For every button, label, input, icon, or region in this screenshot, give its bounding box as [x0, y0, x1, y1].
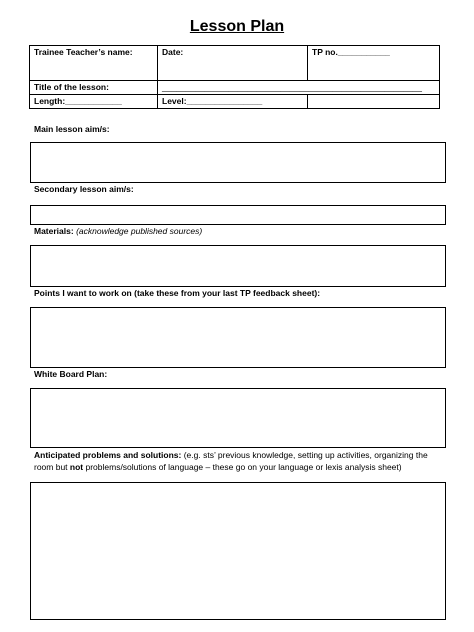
problems-text-2a: room but	[34, 462, 70, 472]
tp-number-field[interactable]	[308, 46, 440, 81]
whiteboard-label: White Board Plan:	[34, 369, 108, 379]
points-label: Points I want to work on (take these from your last TP feedback sheet):	[34, 288, 321, 298]
main-aim-label: Main lesson aim/s:	[34, 124, 110, 134]
level-label: Level:________________	[162, 96, 263, 106]
materials-box[interactable]	[30, 245, 446, 287]
lesson-title-label: Title of the lesson:	[34, 82, 109, 92]
problems-heading: Anticipated problems and solutions:	[34, 450, 182, 460]
materials-note: (acknowledge published sources)	[76, 226, 203, 236]
lesson-title-input[interactable]	[158, 81, 440, 95]
secondary-aim-label: Secondary lesson aim/s:	[34, 184, 134, 194]
lesson-info-table	[29, 45, 440, 109]
problems-not: not	[69, 462, 84, 472]
problems-label-line2	[34, 462, 402, 473]
problems-text-2b: problems/solutions of language – these go on your language or lexis analysis sheet)	[83, 462, 402, 472]
materials-heading: Materials:	[34, 226, 74, 236]
points-box[interactable]	[30, 307, 446, 368]
date-field[interactable]	[158, 46, 308, 81]
level-field[interactable]	[158, 95, 308, 109]
lesson-title-line: _______________________________________________________	[162, 82, 423, 92]
trainee-name-label: Trainee Teacher’s name:	[34, 47, 133, 57]
main-aim-box[interactable]	[30, 142, 446, 183]
empty-cell	[308, 95, 440, 109]
problems-label	[34, 450, 428, 461]
problems-box[interactable]	[30, 482, 446, 620]
length-label: Length:____________	[34, 96, 122, 106]
lesson-title-field	[30, 81, 158, 95]
problems-text-1: (e.g. sts’ previous knowledge, setting up activities, organizing the	[183, 450, 428, 460]
date-label: Date:	[162, 47, 184, 57]
page-title: Lesson Plan	[189, 18, 285, 35]
whiteboard-box[interactable]	[30, 388, 446, 448]
tp-number-label: TP no.___________	[312, 47, 390, 57]
secondary-aim-box[interactable]	[30, 205, 446, 225]
trainee-name-field[interactable]	[30, 46, 158, 81]
materials-label	[34, 226, 202, 237]
length-field[interactable]	[30, 95, 158, 109]
